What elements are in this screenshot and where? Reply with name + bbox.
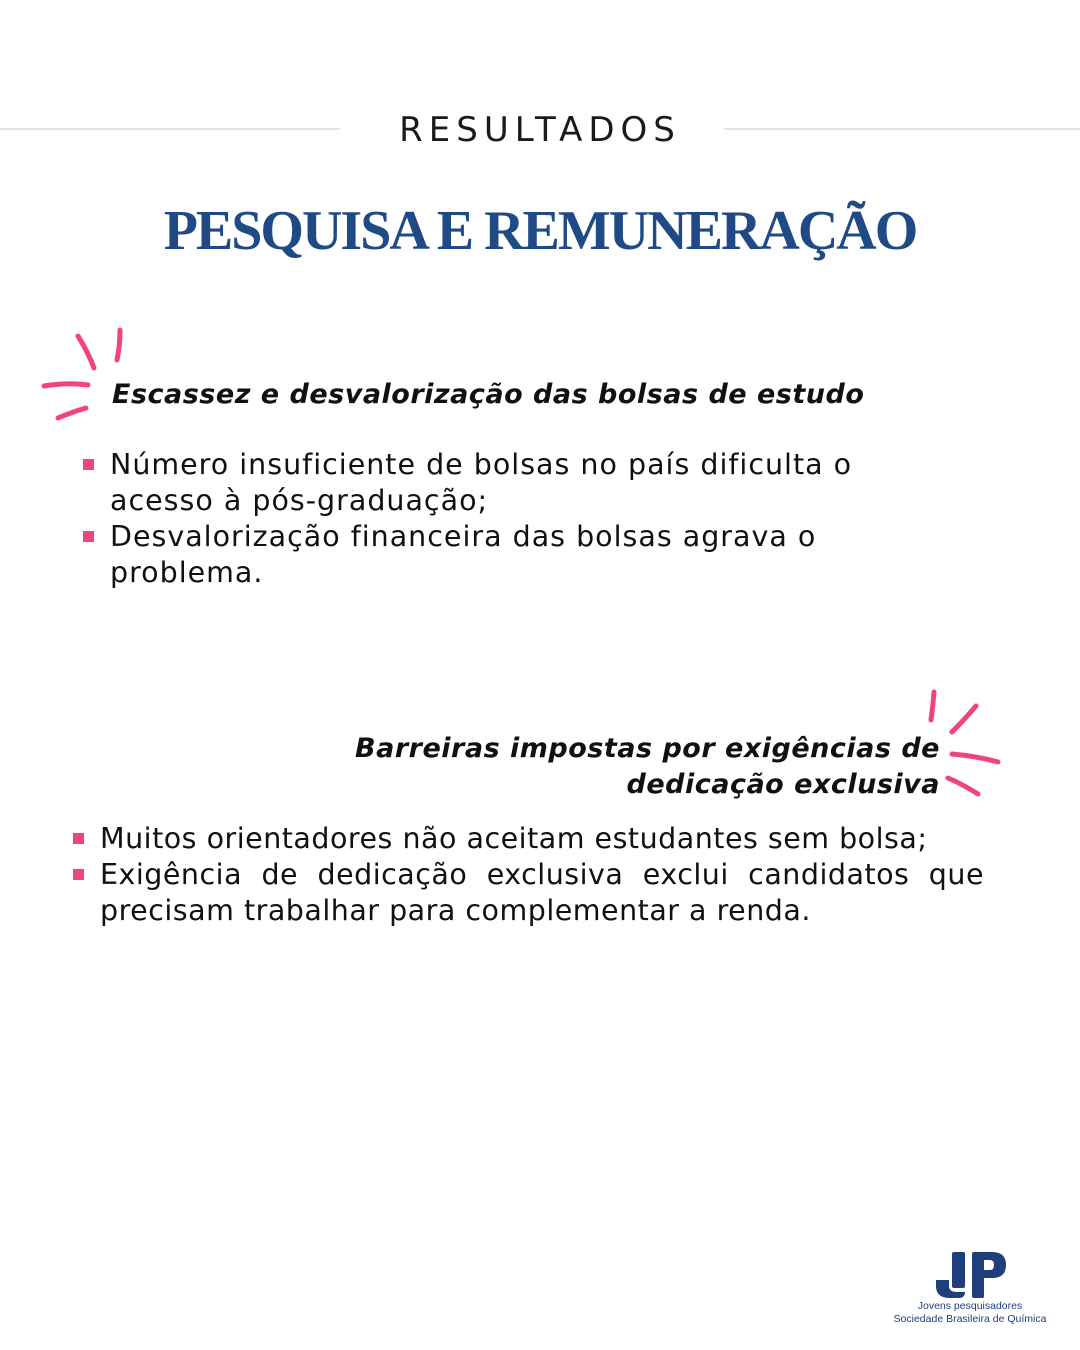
square-bullet-icon <box>73 833 84 844</box>
bullet-list-scholarships <box>110 447 960 591</box>
square-bullet-icon <box>83 531 94 542</box>
jp-logo-mark <box>932 1250 1008 1300</box>
list-item-text: Número insuficiente de bolsas no país dificulta o acesso à pós-graduação; <box>110 448 853 517</box>
heading-line: Barreiras impostas por exigências de <box>355 733 940 764</box>
section-heading-exclusive-dedication <box>260 731 940 803</box>
list-item <box>100 821 984 857</box>
list-item <box>110 519 960 591</box>
square-bullet-icon <box>73 869 84 880</box>
section-heading-scholarships: Escassez e desvalorização das bolsas de estudo <box>112 379 865 410</box>
logo-organization: Sociedade Brasileira de Química <box>893 1313 1047 1325</box>
list-item-text: Desvalorização financeira das bolsas agrava o problema. <box>110 520 817 589</box>
bullet-list-exclusive-dedication <box>100 821 984 929</box>
list-item-text: Muitos orientadores não aceitam estudantes sem bolsa; <box>100 822 928 855</box>
section-kicker: RESULTADOS <box>399 110 681 150</box>
logo-subtitle: Jovens pesquisadores <box>917 1300 1023 1312</box>
list-item-text: Exigência de dedicação exclusiva exclui candidatos que precisam trabalhar para complementar a renda. <box>100 858 984 927</box>
list-item <box>110 447 960 519</box>
heading-line: dedicação exclusiva <box>626 769 940 800</box>
list-item <box>100 857 984 929</box>
jovens-pesquisadores-logo <box>890 1250 1050 1326</box>
page-title: PESQUISA E REMUNERAÇÃO <box>163 200 917 262</box>
square-bullet-icon <box>83 459 94 470</box>
